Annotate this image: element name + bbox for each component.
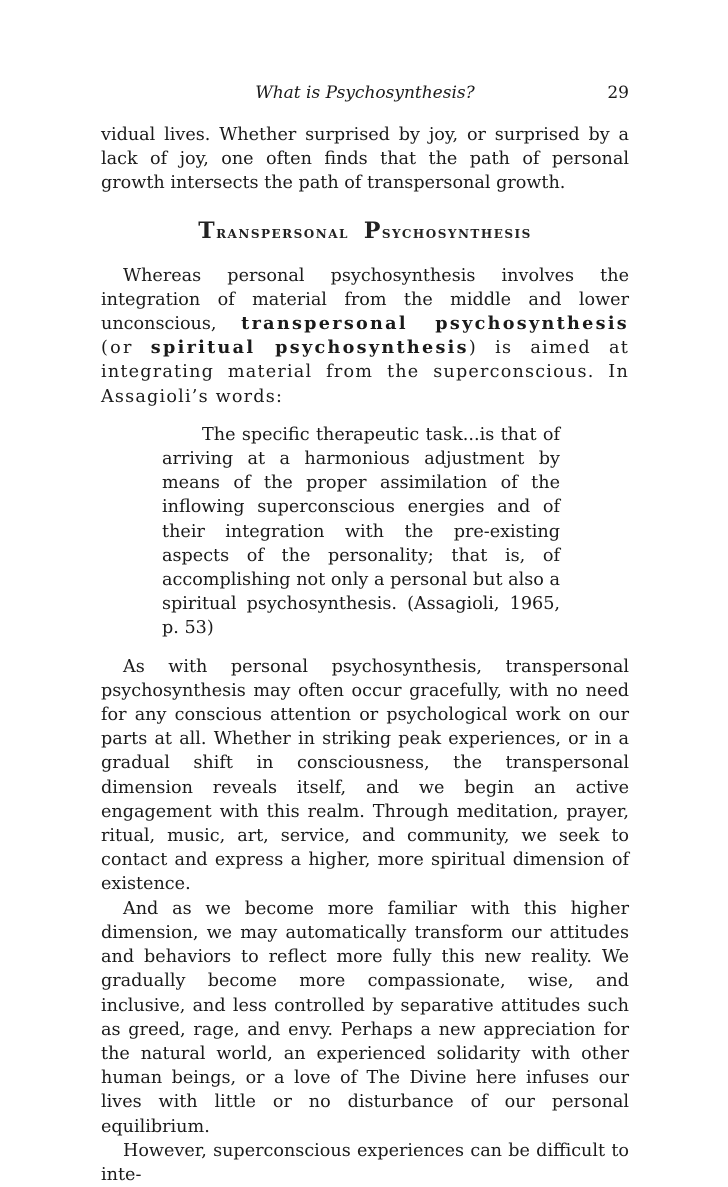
paragraph-intro-text-c: ) is aimed at integrating material from the superconscious. In Assagioli’s words: xyxy=(101,338,629,407)
paragraph-intro xyxy=(101,264,629,409)
heading-initial-1: T xyxy=(198,217,217,244)
paragraph-continued: vidual lives. Whether surprised by joy, or surprised by a lack of joy, one often finds that the path of personal growth intersects the path of transpersonal growth. xyxy=(101,125,629,194)
running-header xyxy=(101,80,629,110)
quote-text: The specific therapeutic task...is that of arriving at a harmonious adjustment by means of the proper assimilation of the inflowing superconscious energies and of their integration with the pre-existing aspects of the personality; that is, of accomplishing not only a personal but also a spiritual psychosynthesis. (Assagioli, 1965, p. 53) xyxy=(162,424,560,639)
paragraph-intro-text-b: (or xyxy=(101,338,134,359)
paragraph-body-1: As with personal psychosynthesis, transpersonal psychosynthesis may often occur gracefully, with no need for any conscious attention or psychological work on our parts at all. Whether in striking peak experiences, or in a gradual shift in consciousness, the transpersonal dimension reveals itself, and we begin an active engagement with this realm. Through meditation, prayer, ritual, music, art, service, and community, we seek to contact and express a higher, more spiritual dimension of existence. xyxy=(101,656,629,895)
heading-word-1: ranspersonal xyxy=(216,222,349,243)
term-transpersonal-psychosynthesis: transpersonal psychosynthesis xyxy=(241,313,630,335)
paragraph-body-2: And as we become more familiar with this higher dimension, we may automatically transform our attitudes and behaviors to reflect more fully this new reality. We gradually become more compassionate, wise, and inclusive, and less controlled by separative attitudes such as greed, rage, and envy. Perhaps a new appreciation for the natural world, an experienced solidarity with other human beings, or a love of The Divine here infuses our lives with little or no disturbance of our personal equilibrium. xyxy=(101,898,629,1137)
running-title: What is Psychosynthesis? xyxy=(255,83,475,103)
paragraph-body-3: However, superconscious experiences can be difficult to inte- xyxy=(101,1140,629,1185)
book-page xyxy=(101,80,629,1187)
term-spiritual-psychosynthesis: spiritual psychosynthesis xyxy=(150,337,469,359)
heading-initial-2: P xyxy=(363,217,382,244)
paragraph-intro-text-a: Whereas personal psychosynthesis involves the integration of material from the middle and lower unconscious, xyxy=(101,265,629,335)
block-quote xyxy=(162,423,560,641)
page-number: 29 xyxy=(607,83,629,103)
section-heading xyxy=(101,218,629,244)
heading-word-2: sychosynthesis xyxy=(381,222,532,243)
